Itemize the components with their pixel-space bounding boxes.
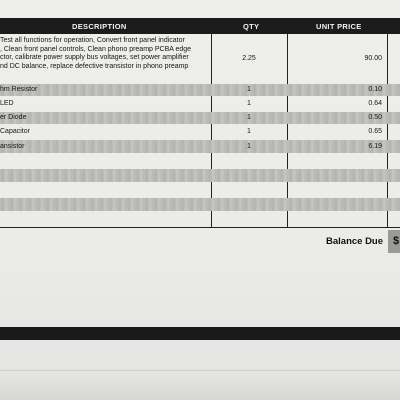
row-unit-price: 0.10 bbox=[368, 86, 382, 93]
row-description: er Diode bbox=[0, 114, 27, 121]
row-qty: 1 bbox=[247, 143, 251, 150]
row-unit-price: 0.50 bbox=[368, 114, 382, 121]
page-bottom-edge bbox=[0, 372, 400, 400]
balance-due-amount bbox=[388, 230, 400, 253]
row-qty: 1 bbox=[247, 114, 251, 121]
table-row bbox=[0, 37, 400, 75]
row-unit-price: 0.65 bbox=[368, 128, 382, 135]
table-bottom-border bbox=[0, 227, 400, 228]
row-qty: 1 bbox=[247, 100, 251, 107]
row-description: ansistor bbox=[0, 143, 25, 150]
balance-due-currency: $ bbox=[393, 235, 400, 247]
footer-bar bbox=[0, 327, 400, 340]
footer-divider bbox=[0, 370, 400, 371]
row-qty: 1 bbox=[247, 128, 251, 135]
balance-due-label: Balance Due bbox=[326, 236, 384, 247]
header-unit-price: UNIT PRICE bbox=[316, 22, 362, 31]
header-qty: QTY bbox=[243, 22, 260, 31]
row-description: LED bbox=[0, 100, 14, 107]
table-header bbox=[0, 18, 400, 34]
table-row bbox=[0, 98, 400, 110]
row-qty: 1 bbox=[247, 86, 251, 93]
row-unit-price: 6.19 bbox=[368, 143, 382, 150]
empty-table-row bbox=[0, 198, 400, 211]
empty-table-row bbox=[0, 169, 400, 182]
table-row bbox=[0, 126, 400, 138]
row-description: Test all functions for operation, Convert front panel indicator , Clean front panel controls, Clean phono preamp PCBA edge ctor, calibrate power supply bus voltages, set power amplifier nd DC balance, replace defective transistor in phono preamp bbox=[0, 37, 192, 70]
row-description: Capacitor bbox=[0, 128, 30, 135]
table-row bbox=[0, 112, 400, 124]
table-row bbox=[0, 140, 400, 153]
row-unit-price: 90.00 bbox=[364, 55, 382, 62]
table-row bbox=[0, 84, 400, 96]
row-qty: 2.25 bbox=[242, 55, 256, 62]
header-description: DESCRIPTION bbox=[72, 22, 127, 31]
row-description: hm Resistor bbox=[0, 86, 38, 93]
row-unit-price: 0.64 bbox=[368, 100, 382, 107]
